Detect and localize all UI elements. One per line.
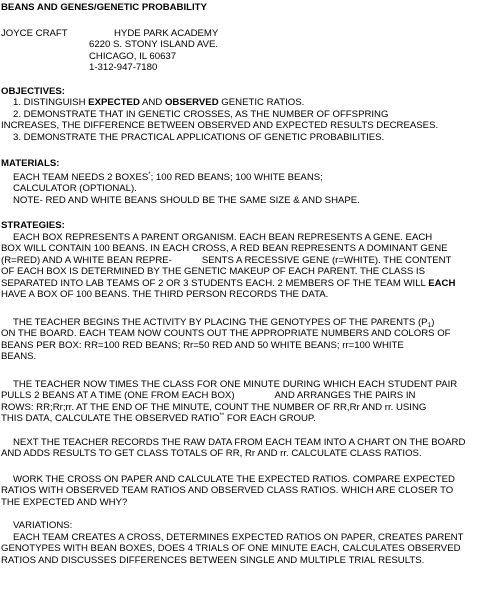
text-span: ) <box>431 316 435 328</box>
objective-1-text: 1. DISTINGUISH <box>13 97 89 108</box>
objective-2-line2: INCREASES, THE DIFFERENCE BETWEEN OBSERVED AND EXPECTED RESULTS DECREASES. <box>1 120 439 131</box>
strategies-p3-line: ROWS: RR;Rr;rr. AT THE END OF THE MINUTE, COUNT THE NUMBER OF RR,Rr AND rr. USING <box>1 401 427 413</box>
strategies-p2-line: ON THE BOARD. EACH TEAM NOW COUNTS OUT THE APPROPRIATE NUMBERS AND COLORS OF <box>1 328 451 339</box>
objective-1-and: AND <box>139 97 165 108</box>
strategies-p5-line: THE EXPECTED AND WHY? <box>1 496 128 508</box>
text-span: THIS DATA, CALCULATE THE OBSERVED RATIO <box>1 413 220 424</box>
objective-1 <box>1 97 496 109</box>
strategies-paragraph-1 <box>1 232 496 301</box>
subscript-1: 1 <box>427 321 432 329</box>
strategies-p1-line <box>1 255 496 267</box>
strategies-p1-line: BOX WILL CONTAIN 100 BEANS. IN EACH CROSS, A RED BEAN REPRESENTS A DOMINANT GENE <box>1 243 448 254</box>
strategies-p2-line: BEANS. <box>1 351 37 362</box>
text-span: AND ARRANGES THE PAIRS IN <box>274 390 416 401</box>
variations-section <box>1 520 496 566</box>
school-street: 6220 S. STONY ISLAND AVE. <box>89 39 219 50</box>
strategies-p3-line <box>1 413 496 425</box>
school-name: HYDE PARK ACADEMY <box>114 27 219 39</box>
school-phone: 1-312-947-7180 <box>89 62 158 73</box>
materials-boxes: EACH TEAM NEEDS 2 BOXES <box>13 171 149 183</box>
strategies-paragraph-4 <box>1 437 496 460</box>
objective-3: 3. DEMONSTRATE THE PRACTICAL APPLICATIONS OF GENETIC PROBABILITIES. <box>13 131 385 143</box>
school-city: CHICAGO, IL 60637 <box>89 50 177 62</box>
strategies-p1-line <box>1 278 496 290</box>
objective-2-line1: 2. DEMONSTRATE THAT IN GENETIC CROSSES, AS THE NUMBER OF OFFSPRING <box>13 108 389 120</box>
materials-heading: MATERIALS: <box>1 158 60 169</box>
document-title: BEANS AND GENES/GENETIC PROBABILITY <box>1 2 207 13</box>
author-header <box>1 28 496 40</box>
footnote-mark: * <box>148 171 151 178</box>
variations-line: EACH TEAM CREATES A CROSS, DETERMINES EXPECTED RATIOS ON PAPER, CREATES PARENT <box>13 531 464 543</box>
objectives-heading: OBJECTIVES: <box>1 85 65 97</box>
materials-line-2: CALCULATOR (OPTIONAL). <box>13 183 137 194</box>
text-span: (R=RED) AND A WHITE BEAN REPRE- <box>1 254 172 266</box>
text-span: FOR EACH GROUP. <box>224 413 316 424</box>
strategies-p5-line: WORK THE CROSS ON PAPER AND CALCULATE THE EXPECTED RATIOS. COMPARE EXPECTED <box>13 473 455 485</box>
strategies-heading: STRATEGIES: <box>1 220 65 231</box>
strategies-p2-line <box>1 317 496 329</box>
variations-line: RATIOS AND DISCUSSES DIFFERENCES BETWEEN SINGLE AND MULTIPLE TRIAL RESULTS. <box>1 554 425 566</box>
strategies-p3-line <box>1 390 496 402</box>
materials-list <box>13 172 496 207</box>
author-name: JOYCE CRAFT <box>1 27 68 39</box>
objective-1-observed: OBSERVED <box>164 97 219 108</box>
variations-heading: VARIATIONS: <box>13 520 73 531</box>
text-span: THE TEACHER BEGINS THE ACTIVITY BY PLACING THE GENOTYPES OF THE PARENTS (P <box>13 316 428 328</box>
objective-1-expected: EXPECTED <box>88 97 140 108</box>
strategies-paragraph-2 <box>1 317 496 363</box>
strategies-p1-line: OF EACH BOX IS DETERMINED BY THE GENETIC MAKEUP OF EACH PARENT. THE CLASS IS <box>1 266 425 277</box>
text-span: PULLS 2 BEANS AT A TIME (ONE FROM EACH BOX) <box>1 390 235 401</box>
strategies-p1-line: EACH BOX REPRESENTS A PARENT ORGANISM. EACH BEAN REPRESENTS A GENE. EACH <box>13 231 433 243</box>
school-address <box>89 39 496 74</box>
strategies-p4-line: AND ADDS RESULTS TO GET CLASS TOTALS OF RR, Rr AND rr. CALCULATE CLASS RATIOS. <box>1 448 422 459</box>
strategies-paragraph-3 <box>1 379 496 425</box>
strategies-p4-line: NEXT THE TEACHER RECORDS THE RAW DATA FROM EACH TEAM INTO A CHART ON THE BOARD <box>13 436 466 448</box>
emphasis-each: EACH <box>428 277 456 289</box>
text-span: SENTS A RECESSIVE GENE (r=WHITE). THE CONTENT <box>201 254 452 266</box>
materials-line-1 <box>13 172 496 184</box>
objective-1-end: GENETIC RATIOS. <box>218 97 305 108</box>
strategies-p2-line: BEANS PER BOX: RR=100 RED BEANS; Rr=50 RED AND 50 WHITE BEANS; rr=100 WHITE <box>1 339 404 351</box>
strategies-p5-line: RATIOS WITH OBSERVED TEAM RATIOS AND OBSERVED CLASS RATIOS. WHICH ARE CLOSER TO <box>1 485 454 496</box>
footnote-mark: ** <box>219 413 225 419</box>
text-span: SEPARATED INTO LAB TEAMS OF 2 OR 3 STUDENTS EACH. 2 MEMBERS OF THE TEAM WILL <box>1 277 429 289</box>
strategies-paragraph-5 <box>1 474 496 509</box>
strategies-p3-line: THE TEACHER NOW TIMES THE CLASS FOR ONE MINUTE DURING WHICH EACH STUDENT PAIR <box>13 378 458 390</box>
materials-line-3: NOTE- RED AND WHITE BEANS SHOULD BE THE SAME SIZE & AND SHAPE. <box>13 194 360 206</box>
strategies-p1-line: HAVE A BOX OF 100 BEANS. THE THIRD PERSON RECORDS THE DATA. <box>1 289 329 300</box>
objectives-list <box>1 97 496 143</box>
materials-beans: ; 100 RED BEANS; 100 WHITE BEANS; <box>150 171 323 183</box>
variations-line: GENOTYPES WITH BEAN BOXES, DOES 4 TRIALS OF ONE MINUTE EACH, CALCULATES OBSERVED <box>1 543 461 554</box>
